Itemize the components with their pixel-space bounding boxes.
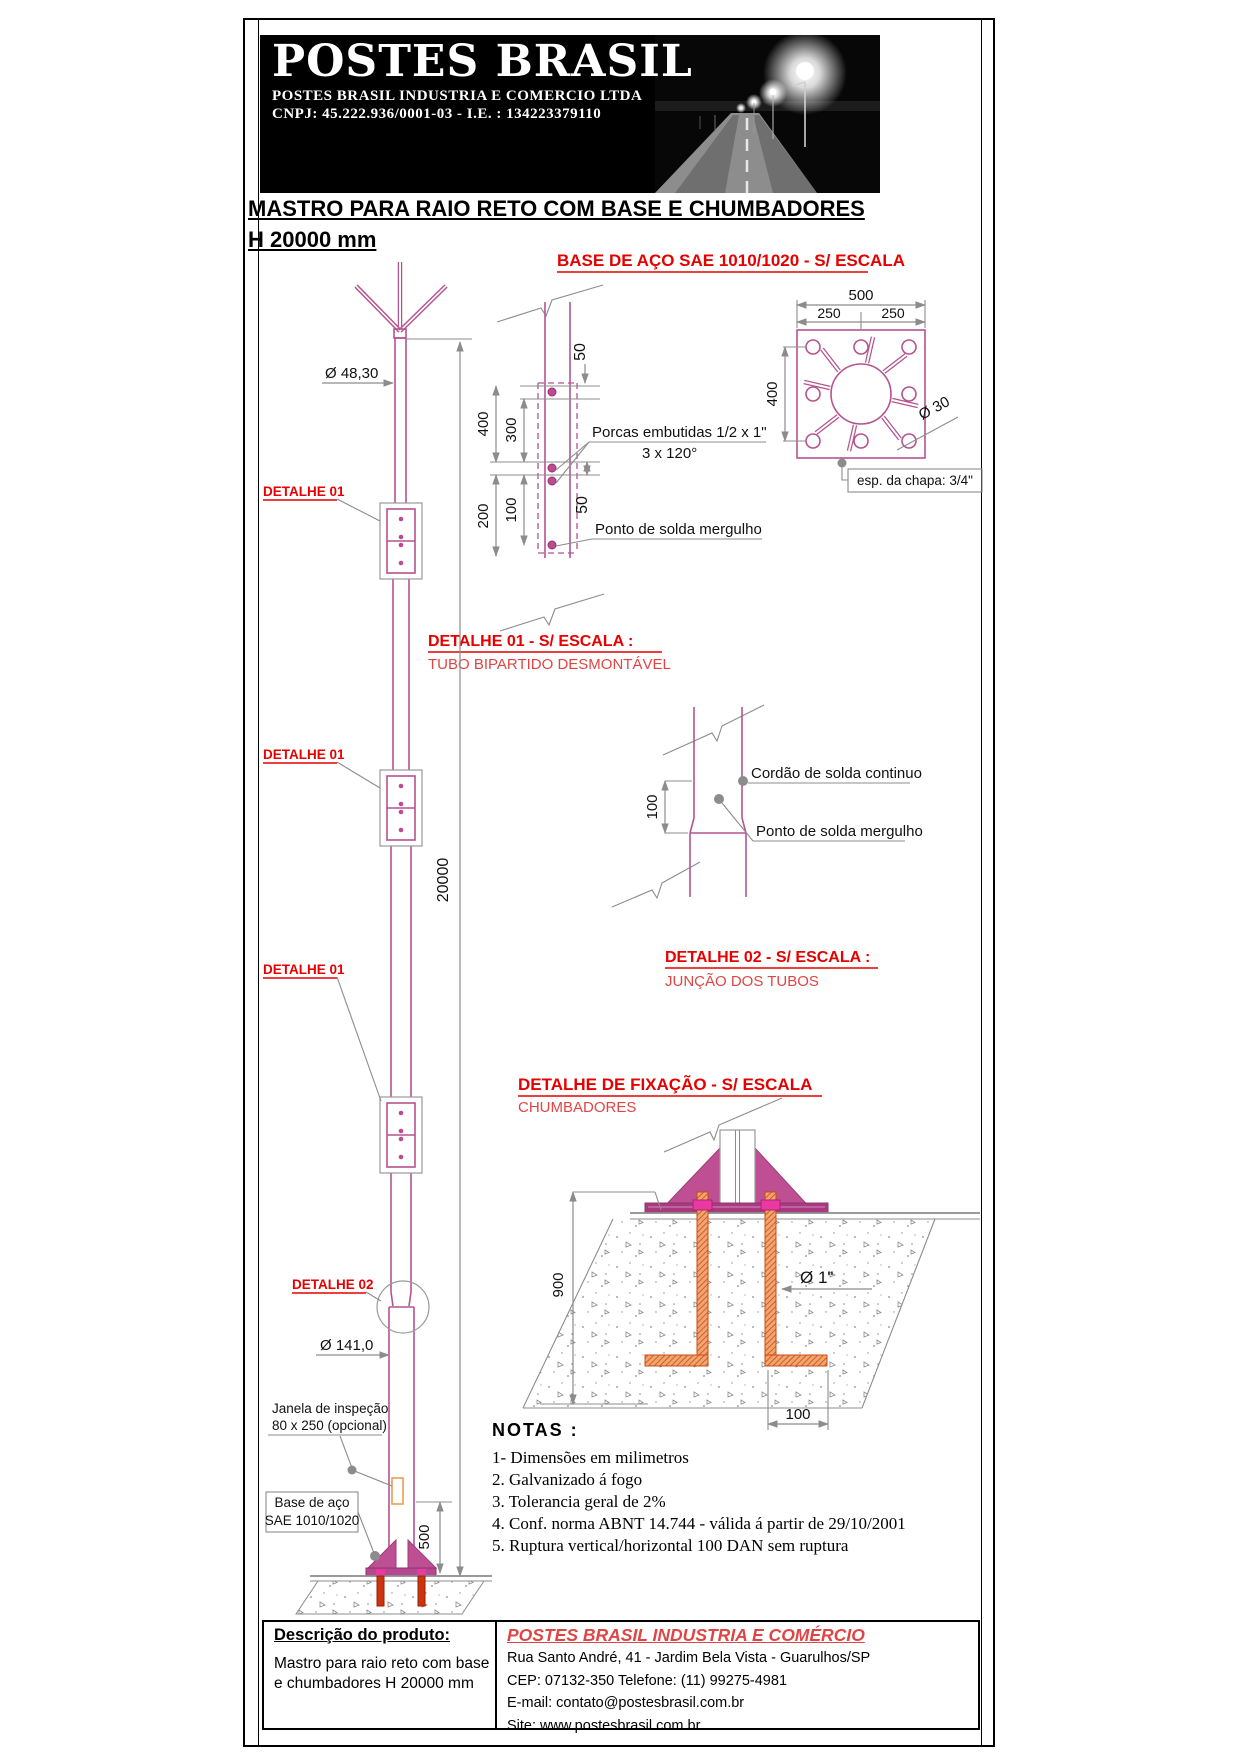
fixacao-view — [518, 1074, 980, 1430]
dim-250-right: 250 — [881, 305, 905, 321]
bottom-diameter-label: Ø 141,0 — [320, 1337, 374, 1354]
detalhe02-callout: DETALHE 02 — [292, 1277, 374, 1292]
detalhe01-callout: DETALHE 01 — [263, 962, 345, 977]
note-item: 1- Dimensões em milimetros — [492, 1448, 689, 1467]
title-block — [262, 1620, 980, 1734]
inspection-window-label: Janela de inspeção — [272, 1401, 389, 1416]
base-plate-view — [557, 251, 982, 492]
fixacao-subcaption: CHUMBADORES — [518, 1099, 637, 1116]
total-height-dim: 20000 — [435, 857, 452, 903]
detail02-caption: DETALHE 02 - S/ ESCALA : — [665, 949, 871, 966]
technical-drawing — [243, 245, 997, 1620]
base-plate-heading: BASE DE AÇO SAE 1010/1020 - S/ ESCALA — [557, 251, 905, 270]
pole-shaft-section — [831, 364, 891, 424]
joint-sleeve — [380, 770, 422, 846]
bolt-nut — [761, 1200, 780, 1210]
dim-50-top: 50 — [572, 343, 589, 361]
dim-200: 200 — [475, 503, 492, 529]
leader-dot — [714, 794, 724, 804]
detalhe01-callout: DETALHE 01 — [263, 484, 345, 499]
note-item: 2. Galvanizado á fogo — [492, 1470, 643, 1489]
footer-email: E-mail: contato@postesbrasil.com.br — [507, 1695, 745, 1712]
company-cnpj: CNPJ: 45.222.936/0001-03 - I.E. : 134223379110 — [272, 105, 602, 122]
company-info-cell — [495, 1622, 978, 1734]
dim-300: 300 — [503, 417, 520, 443]
bolt-diameter-label: Ø 1" — [800, 1268, 834, 1287]
joint-sleeve — [380, 1097, 422, 1173]
joint-sleeve — [380, 503, 422, 579]
detail01-subcaption: TUBO BIPARTIDO DESMONTÁVEL — [428, 656, 671, 673]
drawing-height: H 20000 mm — [248, 227, 377, 252]
description-heading: Descrição do produto: — [274, 1626, 451, 1644]
ponto-solda-label: Ponto de solda mergulho — [756, 823, 923, 840]
notes-block — [492, 1420, 984, 1557]
detail02-view — [612, 705, 923, 990]
detalhe01-callout: DETALHE 01 — [263, 747, 345, 762]
detail01-caption: DETALHE 01 - S/ ESCALA : — [428, 633, 634, 650]
cordao-solda-label: Cordão de solda continuo — [751, 765, 922, 782]
detail01-view — [428, 285, 767, 673]
detail02-subcaption: JUNÇÃO DOS TUBOS — [665, 973, 819, 990]
lightning-rod — [356, 262, 446, 338]
dim-250-left: 250 — [817, 305, 841, 321]
bolt-nut — [376, 1569, 385, 1575]
bolt-nut — [693, 1200, 712, 1210]
footer-company-name: POSTES BRASIL INDUSTRIA E COMÉRCIO — [507, 1625, 865, 1645]
dim-400: 400 — [475, 411, 492, 437]
description-text: Mastro para raio reto com base e chumbadores H 20000 mm — [274, 1655, 490, 1693]
dim-500: 500 — [848, 287, 874, 304]
dim-400: 400 — [764, 381, 781, 407]
bolt-holes — [806, 340, 916, 448]
base-height-dim: 500 — [416, 1524, 433, 1550]
ponto-solda-label: Ponto de solda mergulho — [595, 521, 762, 538]
plate-thickness-label: esp. da chapa: 3/4" — [857, 473, 973, 488]
company-name: POSTES BRASIL INDUSTRIA E COMERCIO LTDA — [272, 88, 643, 105]
note-item: 5. Ruptura vertical/horizontal 100 DAN sem ruptura — [492, 1536, 849, 1555]
dim-100: 100 — [503, 497, 520, 523]
bolt-nut — [417, 1569, 426, 1575]
leader-dot — [838, 459, 847, 468]
product-description-cell — [264, 1622, 495, 1728]
company-logo: POSTES BRASIL — [272, 36, 693, 87]
anchor-bolt — [377, 1576, 384, 1606]
porcas-label: Porcas embutidas 1/2 x 1" — [592, 424, 767, 441]
anchor-bolt — [418, 1576, 425, 1606]
embedded-nuts — [548, 388, 556, 549]
base-material-label: Base de aço — [274, 1495, 350, 1510]
hole-diameter-label: Ø 30 — [915, 393, 953, 424]
note-item: 4. Conf. norma ABNT 14.744 - válida á partir de 29/10/2001 — [492, 1514, 906, 1533]
inspection-window — [392, 1478, 403, 1504]
pole-front-view — [263, 262, 492, 1614]
footer-address: Rua Santo André, 41 - Jardim Bela Vista - Guarulhos/SP — [507, 1650, 871, 1666]
dim-50-mid: 50 — [574, 496, 591, 514]
drawing-title: MASTRO PARA RAIO RETO COM BASE E CHUMBADORES — [248, 196, 865, 221]
inspection-window-label2: 80 x 250 (opcional) — [272, 1418, 387, 1433]
note-item: 3. Tolerancia geral de 2% — [492, 1492, 666, 1511]
base-material-label2: SAE 1010/1020 — [264, 1513, 360, 1528]
top-diameter-label: Ø 48,30 — [325, 365, 379, 382]
fixacao-caption: DETALHE DE FIXAÇÃO - S/ ESCALA — [518, 1075, 813, 1094]
footer-site: Site: www.postesbrasil.com.br — [507, 1717, 701, 1734]
dim-100: 100 — [785, 1406, 811, 1423]
footer-cep-phone: CEP: 07132-350 Telefone: (11) 99275-4981 — [507, 1672, 788, 1689]
foundation — [296, 1581, 484, 1614]
header-banner — [260, 35, 880, 193]
porcas-angle-label: 3 x 120° — [642, 445, 698, 462]
leader-dot — [738, 776, 748, 786]
base-plate-edge — [645, 1203, 828, 1213]
dim-100: 100 — [644, 794, 661, 820]
dim-900: 900 — [550, 1272, 567, 1298]
notes-heading: NOTAS : — [492, 1420, 579, 1440]
pole-stub — [720, 1130, 755, 1211]
